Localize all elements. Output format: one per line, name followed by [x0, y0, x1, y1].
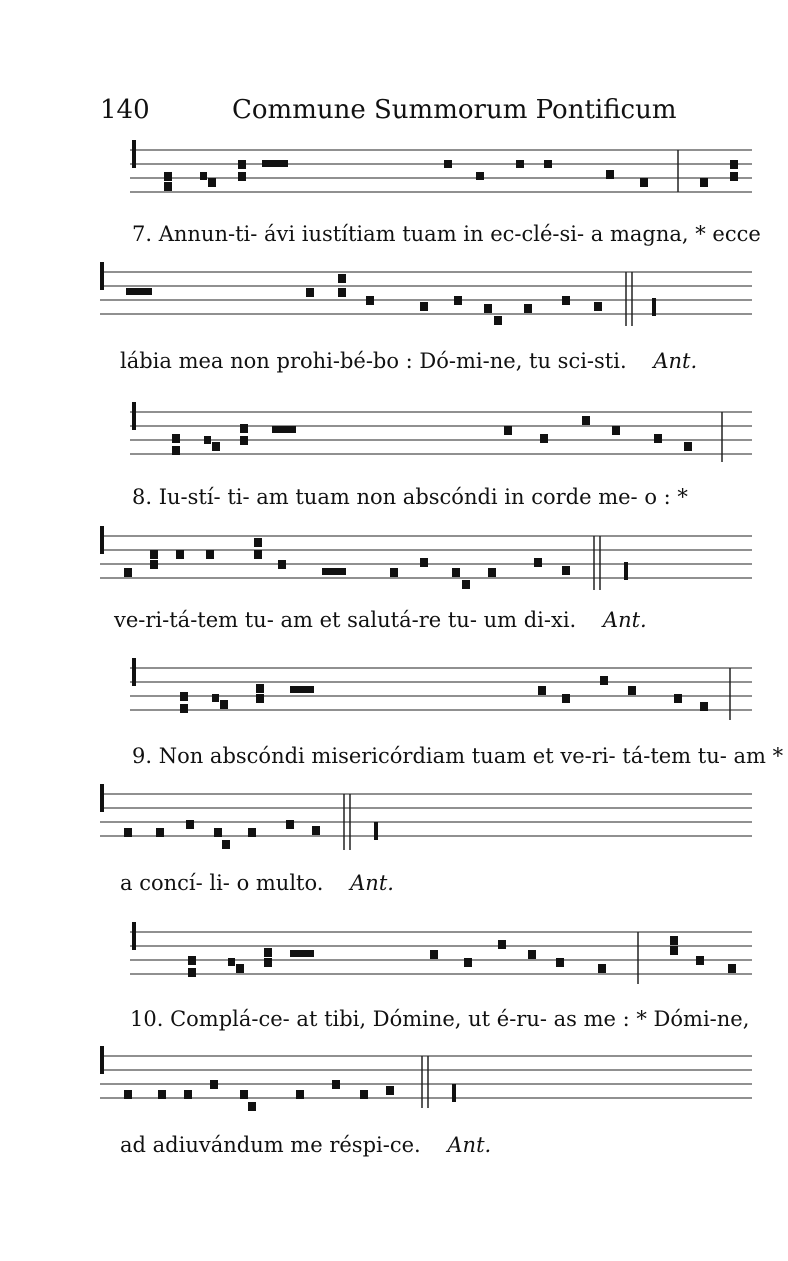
staff-1 — [130, 150, 752, 192]
running-title: Commune Summorum Pontificum — [232, 95, 677, 125]
neumes — [172, 416, 692, 455]
lyric-text: ad adiuvándum me réspi-ce. — [120, 1133, 421, 1157]
lyric-line-5 — [132, 744, 783, 768]
neumes — [124, 1080, 456, 1111]
lyric-line-8 — [120, 1133, 491, 1157]
clef-icon — [132, 402, 136, 430]
lyric-line-3 — [132, 485, 688, 509]
clef-icon — [132, 140, 136, 168]
clef-icon — [100, 526, 104, 554]
lyric-line-7 — [130, 1007, 749, 1031]
staff-6 — [100, 794, 752, 850]
antiphon-marker: Ant. — [653, 349, 698, 373]
staff-7 — [130, 932, 752, 984]
lyric-text: 9. Non abscóndi misericórdiam tuam et ve-ri- tá-tem tu- am * — [132, 744, 784, 768]
antiphon-marker: Ant. — [350, 871, 394, 895]
neumes — [124, 820, 378, 849]
clef-icon — [100, 262, 104, 290]
page-number: 140 — [100, 95, 150, 125]
lyric-line-1 — [132, 222, 761, 246]
lyric-text: ve-ri-tá-tem tu- am et salutá-re tu- um di-xi. — [114, 608, 577, 632]
neumes — [164, 160, 738, 191]
clef-icon — [100, 784, 104, 812]
lyric-text: 7. Annun-ti- ávi iustítiam tuam in ec-clé-si- a magna, * ecce — [132, 222, 761, 246]
lyric-line-6 — [120, 871, 394, 895]
lyric-line-4 — [114, 608, 647, 632]
neumes — [188, 936, 736, 977]
clef-icon — [100, 1046, 104, 1074]
lyric-line-2 — [120, 349, 697, 373]
lyric-text: lábia mea non prohi-bé-bo : Dó-mi-ne, tu sci-sti. — [120, 349, 627, 373]
staff-8 — [100, 1056, 752, 1108]
lyric-text: a concí- li- o multo. — [120, 871, 324, 895]
clef-icon — [132, 658, 136, 686]
clef-icon — [132, 922, 136, 950]
lyric-text: 10. Complá-ce- at tibi, Dómine, ut é-ru- as me : * Dómi-ne, — [130, 1007, 750, 1031]
antiphon-marker: Ant. — [602, 608, 647, 632]
staff-5 — [130, 668, 752, 720]
antiphon-marker: Ant. — [447, 1133, 492, 1157]
lyric-text: 8. Iu-stí- ti- am tuam non abscóndi in corde me- o : * — [132, 485, 688, 509]
